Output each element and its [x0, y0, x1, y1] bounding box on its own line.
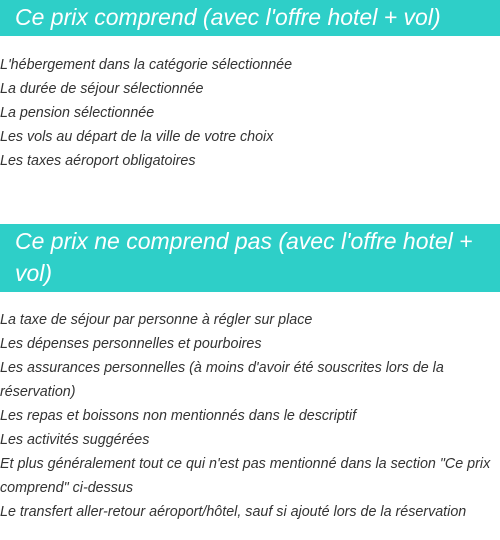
list-item: Les vols au départ de la ville de votre choix [0, 129, 274, 145]
list-item: La taxe de séjour par personne à régler sur place [0, 312, 313, 328]
list-item: La pension sélectionnée [0, 105, 155, 121]
list-item: Les assurances personnelles (à moins d'avoir été souscrites lors de la réservation) [0, 360, 444, 400]
list-item: La durée de séjour sélectionnée [0, 81, 204, 97]
list-item: Les dépenses personnelles et pourboires [0, 336, 262, 352]
price-includes-list [0, 53, 500, 173]
list-item: Les activités suggérées [0, 432, 150, 448]
price-excludes-heading: Ce prix ne comprend pas (avec l'offre hotel + vol) [0, 224, 500, 292]
list-item: Le transfert aller-retour aéroport/hôtel, sauf si ajouté lors de la réservation [0, 504, 467, 520]
list-item: Les repas et boissons non mentionnés dans le descriptif [0, 408, 357, 424]
list-item: Les taxes aéroport obligatoires [0, 153, 196, 169]
price-excludes-list [0, 308, 500, 524]
list-item: L'hébergement dans la catégorie sélectionnée [0, 57, 293, 73]
price-includes-heading: Ce prix comprend (avec l'offre hotel + vol) [0, 0, 500, 36]
list-item: Et plus généralement tout ce qui n'est pas mentionné dans la section "Ce prix comprend" ci-dessus [0, 456, 491, 496]
